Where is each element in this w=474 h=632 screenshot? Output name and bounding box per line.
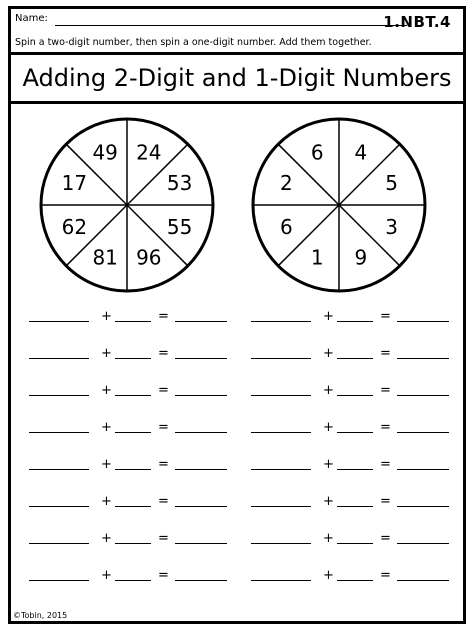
plus-sign: + bbox=[101, 309, 112, 324]
instructions: Spin a two-digit number, then spin a one-digit number. Add them together. bbox=[15, 37, 372, 48]
equals-sign: = bbox=[380, 383, 391, 398]
addend-one-digit-blank[interactable] bbox=[115, 395, 151, 396]
equals-sign: = bbox=[158, 383, 169, 398]
equals-sign: = bbox=[380, 568, 391, 583]
two-digit-spinner-number: 96 bbox=[136, 245, 162, 270]
equation-row bbox=[251, 459, 451, 473]
addend-one-digit-blank[interactable] bbox=[115, 469, 151, 470]
plus-sign: + bbox=[323, 531, 334, 546]
name-row bbox=[15, 11, 455, 31]
addend-one-digit-blank[interactable] bbox=[337, 506, 373, 507]
plus-sign: + bbox=[323, 383, 334, 398]
plus-sign: + bbox=[101, 568, 112, 583]
sum-blank[interactable] bbox=[175, 543, 227, 544]
sum-blank[interactable] bbox=[397, 543, 449, 544]
addend-two-digit-blank[interactable] bbox=[251, 358, 311, 359]
sum-blank[interactable] bbox=[397, 580, 449, 581]
addend-two-digit-blank[interactable] bbox=[29, 395, 89, 396]
addend-two-digit-blank[interactable] bbox=[29, 580, 89, 581]
copyright: ©Tobin, 2015 bbox=[13, 611, 68, 620]
plus-sign: + bbox=[101, 383, 112, 398]
equation-row bbox=[29, 570, 229, 584]
addend-one-digit-blank[interactable] bbox=[115, 321, 151, 322]
addend-one-digit-blank[interactable] bbox=[337, 543, 373, 544]
addend-two-digit-blank[interactable] bbox=[251, 580, 311, 581]
two-digit-spinner-number: 62 bbox=[61, 214, 88, 239]
title-bar bbox=[8, 52, 466, 104]
sum-blank[interactable] bbox=[175, 580, 227, 581]
addend-two-digit-blank[interactable] bbox=[251, 469, 311, 470]
plus-sign: + bbox=[101, 420, 112, 435]
equals-sign: = bbox=[158, 568, 169, 583]
equals-sign: = bbox=[380, 309, 391, 324]
equation-row bbox=[29, 496, 229, 510]
one-digit-spinner[interactable] bbox=[249, 115, 429, 295]
equation-row bbox=[29, 348, 229, 362]
addend-one-digit-blank[interactable] bbox=[337, 469, 373, 470]
addend-two-digit-blank[interactable] bbox=[251, 432, 311, 433]
addend-two-digit-blank[interactable] bbox=[29, 543, 89, 544]
one-digit-spinner-number: 6 bbox=[310, 140, 324, 165]
addend-one-digit-blank[interactable] bbox=[115, 506, 151, 507]
addend-one-digit-blank[interactable] bbox=[337, 580, 373, 581]
two-digit-spinner-number: 24 bbox=[136, 140, 162, 165]
sum-blank[interactable] bbox=[175, 358, 227, 359]
name-line[interactable] bbox=[55, 25, 407, 26]
addend-one-digit-blank[interactable] bbox=[337, 321, 373, 322]
equation-row bbox=[251, 533, 451, 547]
worksheet bbox=[8, 6, 466, 624]
addend-two-digit-blank[interactable] bbox=[29, 469, 89, 470]
sum-blank[interactable] bbox=[175, 432, 227, 433]
equals-sign: = bbox=[158, 531, 169, 546]
equation-row bbox=[29, 422, 229, 436]
equation-row bbox=[251, 385, 451, 399]
plus-sign: + bbox=[323, 494, 334, 509]
name-label: Name: bbox=[15, 13, 48, 24]
addend-one-digit-blank[interactable] bbox=[337, 432, 373, 433]
page-title: Adding 2-Digit and 1-Digit Numbers bbox=[22, 64, 452, 92]
addend-one-digit-blank[interactable] bbox=[115, 543, 151, 544]
equation-row bbox=[251, 422, 451, 436]
one-digit-spinner-number: 6 bbox=[279, 214, 293, 239]
two-digit-spinner-number: 49 bbox=[92, 140, 118, 165]
two-digit-spinner[interactable] bbox=[37, 115, 217, 295]
one-digit-spinner-number: 2 bbox=[279, 171, 293, 196]
sum-blank[interactable] bbox=[397, 358, 449, 359]
addend-one-digit-blank[interactable] bbox=[337, 395, 373, 396]
addend-one-digit-blank[interactable] bbox=[115, 432, 151, 433]
sum-blank[interactable] bbox=[397, 506, 449, 507]
equation-row bbox=[29, 311, 229, 325]
sum-blank[interactable] bbox=[397, 321, 449, 322]
equals-sign: = bbox=[380, 494, 391, 509]
sum-blank[interactable] bbox=[175, 469, 227, 470]
two-digit-spinner-number: 53 bbox=[166, 171, 193, 196]
plus-sign: + bbox=[101, 457, 112, 472]
sum-blank[interactable] bbox=[175, 506, 227, 507]
equation-row bbox=[29, 385, 229, 399]
sum-blank[interactable] bbox=[175, 395, 227, 396]
two-digit-spinner-number: 81 bbox=[92, 245, 118, 270]
equals-sign: = bbox=[380, 420, 391, 435]
addend-two-digit-blank[interactable] bbox=[251, 321, 311, 322]
addend-one-digit-blank[interactable] bbox=[337, 358, 373, 359]
one-digit-spinner-number: 9 bbox=[354, 245, 368, 270]
equals-sign: = bbox=[158, 494, 169, 509]
sum-blank[interactable] bbox=[397, 395, 449, 396]
addend-two-digit-blank[interactable] bbox=[251, 395, 311, 396]
addend-two-digit-blank[interactable] bbox=[251, 506, 311, 507]
equals-sign: = bbox=[380, 457, 391, 472]
equals-sign: = bbox=[380, 346, 391, 361]
one-digit-spinner-number: 1 bbox=[310, 245, 324, 270]
equation-row bbox=[29, 459, 229, 473]
equals-sign: = bbox=[158, 420, 169, 435]
addend-two-digit-blank[interactable] bbox=[29, 321, 89, 322]
addend-one-digit-blank[interactable] bbox=[115, 580, 151, 581]
equals-sign: = bbox=[158, 309, 169, 324]
plus-sign: + bbox=[101, 494, 112, 509]
two-digit-spinner-number: 17 bbox=[61, 171, 88, 196]
plus-sign: + bbox=[323, 420, 334, 435]
equation-row bbox=[29, 533, 229, 547]
sum-blank[interactable] bbox=[397, 469, 449, 470]
equation-row bbox=[251, 348, 451, 362]
equals-sign: = bbox=[380, 531, 391, 546]
sum-blank[interactable] bbox=[397, 432, 449, 433]
addend-two-digit-blank[interactable] bbox=[29, 358, 89, 359]
plus-sign: + bbox=[323, 568, 334, 583]
sum-blank[interactable] bbox=[175, 321, 227, 322]
standard-code: 1.NBT.4 bbox=[383, 13, 451, 31]
equation-row bbox=[251, 311, 451, 325]
one-digit-spinner-number: 5 bbox=[385, 171, 399, 196]
addend-two-digit-blank[interactable] bbox=[29, 432, 89, 433]
plus-sign: + bbox=[323, 346, 334, 361]
plus-sign: + bbox=[323, 309, 334, 324]
plus-sign: + bbox=[323, 457, 334, 472]
equation-row bbox=[251, 496, 451, 510]
one-digit-spinner-number: 3 bbox=[385, 214, 399, 239]
addend-two-digit-blank[interactable] bbox=[29, 506, 89, 507]
addend-two-digit-blank[interactable] bbox=[251, 543, 311, 544]
plus-sign: + bbox=[101, 531, 112, 546]
one-digit-spinner-number: 4 bbox=[354, 140, 368, 165]
addend-one-digit-blank[interactable] bbox=[115, 358, 151, 359]
equals-sign: = bbox=[158, 457, 169, 472]
equation-row bbox=[251, 570, 451, 584]
equals-sign: = bbox=[158, 346, 169, 361]
two-digit-spinner-number: 55 bbox=[166, 214, 193, 239]
plus-sign: + bbox=[101, 346, 112, 361]
